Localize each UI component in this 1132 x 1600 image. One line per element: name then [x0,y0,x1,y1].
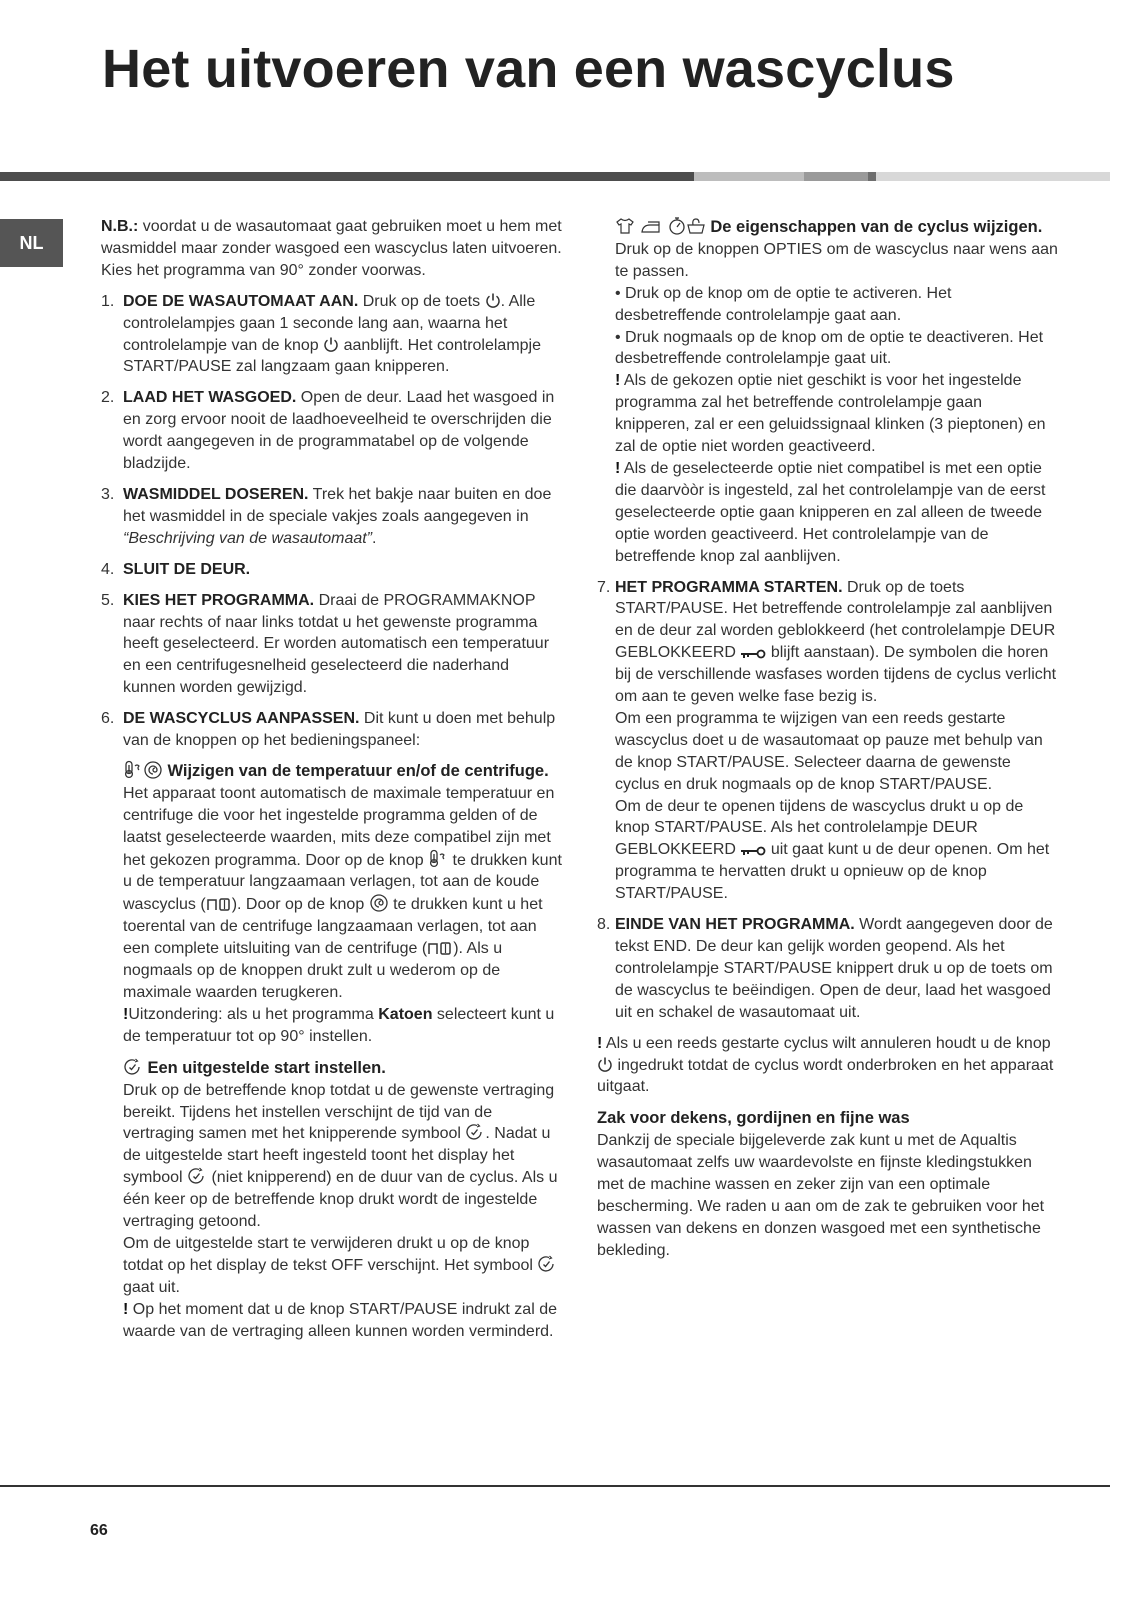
power-icon [485,292,501,309]
header-bar-light [694,172,804,181]
no-spin-icon [427,940,453,956]
door-lock-key-icon [740,845,766,857]
exclamation-icon: ! [615,372,621,390]
footer-rule [0,1485,1110,1487]
cancel-note: ! Als u een reeds gestarte cyclus wilt annuleren houdt u de knop ingedrukt totdat de cyclus wordt onderbroken en het apparaat uitgaat. [597,1034,1054,1096]
hand-wash-icon [686,217,706,235]
step-3: 3. WASMIDDEL DOSEREN. Trek het bakje naar buiten en doe het wasmiddel in de speciale vakjes zoals aangegeven in “Beschrijving van de wasautomaat”. [101,485,552,547]
temperature-icon [428,849,448,868]
exclamation-icon: ! [123,1005,129,1023]
step-7: 7. HET PROGRAMMA STARTEN. Druk op de toets START/PAUSE. Het betreffende controlelampje zal aanblijven en de deur zal worden geblokkeerd (het controlelampje DEUR GEBLOKKEERD blijft aanstaan). De symbolen die horen bij de verschillende wasfases worden tijdens de cyclus verlicht om aan te geven welke fase bezig is. Om een programma te wijzigen van een reeds gestarte wascyclus doet u de wasautomaat op pauze met behulp van de knop START/PAUSE. Selecteer daarna de gewenste cyclus en druk nogmaals op de knop START/PAUSE. Om de deur te openen tijdens de wascyclus drukt u op de knop START/PAUSE. Als het controlelampje DEUR GEBLOKKEERD uit gaat kunt u de deur openen. Om het programma te hervatten drukt u opnieuw op de knop START/PAUSE. [597,578,1057,903]
step-5: 5. KIES HET PROGRAMMA. Draai de PROGRAMMAKNOP naar rechts of naar links totdat u het gewenste programma heeft geselecteerd. Er worden automatisch een temperatuur en een centrifugesnelheid geselecteerd die naderhand kunnen worden gewijzigd. [101,591,550,697]
header-bar-dark [0,172,694,181]
delay-timer-icon [123,1058,143,1076]
delay-timer-icon [537,1255,557,1273]
header-bar-accent [868,172,876,181]
page-title: Het uitvoeren van een wascyclus [102,39,955,99]
cold-wash-icon [206,896,232,912]
step-6: 6. DE WASCYCLUS AANPASSEN. Dit kunt u doen met behulp van de knoppen op het bedieningspaneel: Wijzigen van de temperatuur en/of de centrifuge. Het apparaat toont automatisch de maximale temperatuur en centrifuge die voor het ingestelde programma gelden of de laatst geselecteerde waarden, mits deze compatibel zijn met het gekozen programma. Door op de knop te drukken kunt u de temperatuur langzaamaan verlagen, tot aan de koude wascyclus ( ). Door op de knop te drukken kunt u het toerental van de centrifuge langzaamaan verlagen, tot aan een complete uitsluiting van de centrifuge ( ). Als u nogmaals op de knoppen drukt zult u wederom op de maximale waarden terugkeren. !Uitzondering: als u het programma Katoen selecteert kunt u de temperatuur tot op 90° instellen. Een uitgestelde start instellen. Druk op de betreffende knop totdat u de gewenste vertraging bereikt. Tijdens het instellen verschijnt de tijd van de vertraging samen met het knipperende symbool . Nadat u de uitgestelde start heeft ingesteld toont het display het symbool (niet knipperend) en de duur van de cyclus. Als u één keer op de betreffende knop drukt wordt de ingestelde vertraging getoond. Om de uitgestelde start te verwijderen drukt u op de knop totdat op het display de tekst OFF verschijnt. Het symbool gaat uit. ! Op het moment dat u de knop START/PAUSE indrukt zal de waarde van de vertraging alleen kunnen worden verminderd. [101,708,563,1342]
power-icon [597,1056,613,1073]
iron-icon [639,219,663,235]
exclamation-icon: ! [123,1300,129,1318]
spin-icon [369,893,389,912]
temperature-icon [123,760,143,779]
page-number: 66 [90,1522,108,1539]
language-tab: NL [0,219,63,267]
right-column [597,216,1059,1262]
door-lock-key-icon [740,648,766,660]
temperature-section: Wijzigen van de temperatuur en/of de centrifuge. Het apparaat toont automatisch de maximale temperatuur en centrifuge die voor het ingestelde programma gelden of de laatst geselecteerde waarden, mits deze compatibel zijn met het gekozen programma. Door op de knop te drukken kunt u de temperatuur langzaamaan verlagen, tot aan de koude wascyclus ( ). Door op de knop te drukken kunt u het toerental van de centrifuge langzaamaan verlagen, tot aan een complete uitsluiting van de centrifuge ( ). Als u nogmaals op de knoppen drukt zult u wederom op de maximale waarden terugkeren. !Uitzondering: als u het programma Katoen selecteert kunt u de temperatuur tot op 90° instellen. [123,761,562,1045]
bag-text: Dankzij de speciale bijgeleverde zak kunt u met de Aqualtis wasautomaat zelfs uw waardevolste en fijnste kledingstukken met de machine wassen en zeker zijn van een optimale bescherming. We raden u aan om de zak te gebruiken voor het wassen van dekens en donzen wasgoed met een synthetische bekleding. [597,1132,1045,1259]
step-8: 8. EINDE VAN HET PROGRAMMA. Wordt aangegeven door de tekst END. De deur kan gelijk worden geopend. Als het controlelampje START/PAUSE knippert druk u op de toets om de wascyclus te beëindigen. Open de deur, laad het wasgoed uit en schakel de wasautomaat uit. [597,916,1053,1021]
delay-timer-icon [465,1123,485,1141]
bag-heading: Zak voor dekens, gordijnen en fijne was [597,1109,910,1128]
exclamation-icon: ! [597,1034,603,1052]
options-section: De eigenschappen van de cyclus wijzigen. Druk op de knoppen OPTIES om de wascyclus naar wens aan te passen. • Druk op de knop om de optie te activeren. Het desbetreffende controlelampje gaat aan. • Druk nogmaals op de knop om de optie te deactiveren. Het desbetreffende controlelampje gaat uit. ! Als de gekozen optie niet geschikt is voor het ingestelde programma zal het betreffende controlelampje gaan knipperen, zal er een geluidssignaal klinken (3 pieptonen) en zal de optie niet worden geactiveerd. ! Als de geselecteerde optie niet compatibel is met een optie die daarvòòr is ingesteld, zal het controlelampje van de eerst geselecteerde optie gaan knipperen en zal alleen de tweede optie worden geactiveerd. Het controlelampje van de betreffende knop zal aanblijven. [615,218,1058,565]
power-icon [323,336,339,353]
delay-section: Een uitgestelde start instellen. Druk op de betreffende knop totdat u de gewenste vertraging bereikt. Tijdens het instellen verschijnt de tijd van de vertraging samen met het knipperende symbool . Nadat u de uitgestelde start heeft ingesteld toont het display het symbool (niet knipperend) en de duur van de cyclus. Als u één keer op de betreffende knop drukt wordt de ingestelde vertraging getoond. Om de uitgestelde start te verwijderen drukt u op de knop totdat op het display de tekst OFF verschijnt. Het symbool gaat uit. ! Op het moment dat u de knop START/PAUSE indrukt zal de waarde van de vertraging alleen kunnen worden verminderd. [123,1058,558,1340]
header-bar-pale [876,172,1110,181]
header-bar-mid [804,172,868,181]
exclamation-icon: ! [615,459,621,477]
stopwatch-icon [668,216,686,235]
delay-timer-icon [187,1167,207,1185]
step-4: 4. SLUIT DE DEUR. [101,560,251,578]
step-2: 2. LAAD HET WASGOED. Open de deur. Laad het wasgoed in en zorg ervoor nooit de laadhoeveelheid te overschrijden die wordt aangegeven in de programmatabel op de volgende bladzijde. [101,389,555,473]
step-1: 1. DOE DE WASAUTOMAAT AAN. Druk op de toets . Alle controlelampjes gaan 1 seconde lang aan, waarna het controlelampje van de knop aanblijft. Het controlelampje START/PAUSE zal langzaam gaan knipperen. [101,292,542,376]
shirt-icon [615,217,635,235]
left-column [101,216,563,1352]
spin-icon [143,760,163,779]
nb-note: N.B.: voordat u de wasautomaat gaat gebruiken moet u hem met wasmiddel maar zonder wasgoed een wascyclus laten uitvoeren. Kies het programma van 90° zonder voorwas. [101,218,562,279]
